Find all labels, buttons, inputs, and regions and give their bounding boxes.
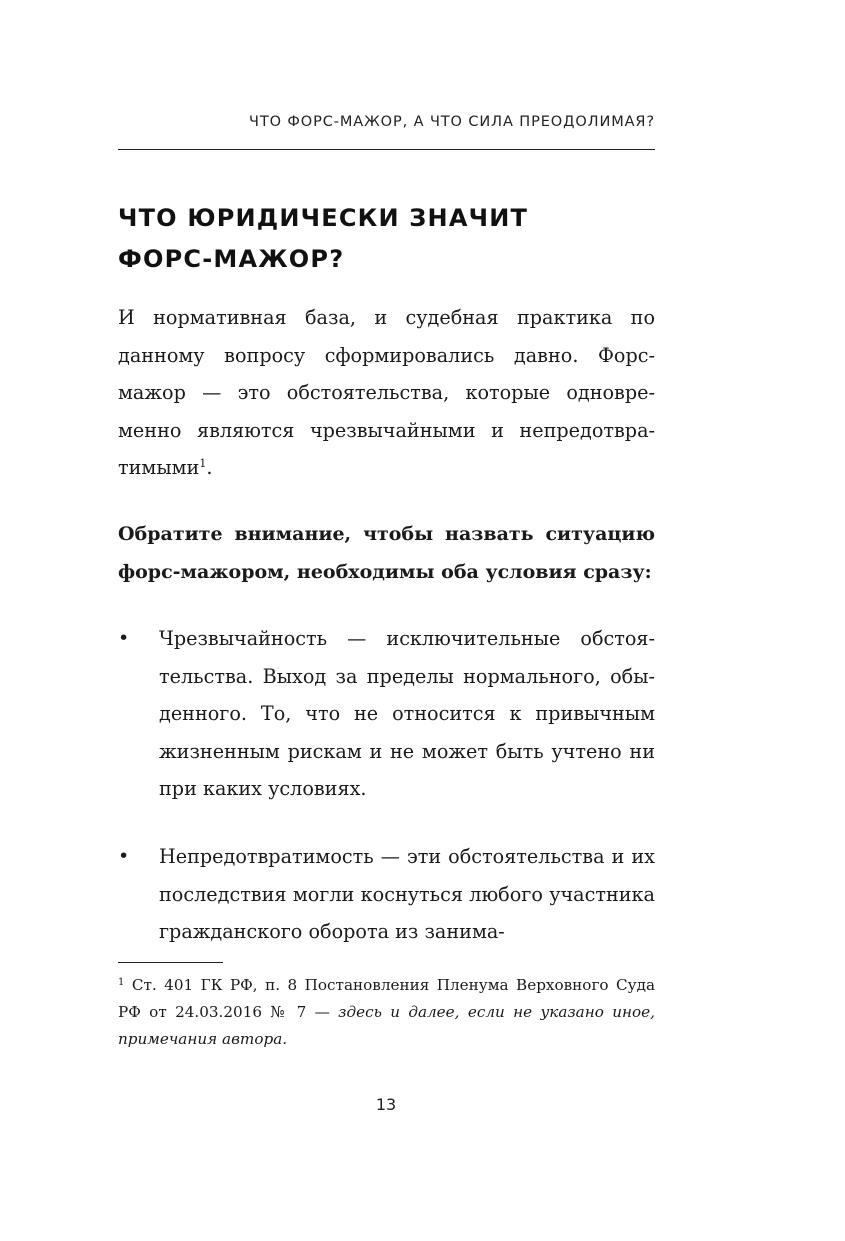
- page-number: 13: [375, 1095, 397, 1114]
- footnote-divider: [118, 962, 223, 963]
- emphasis-paragraph: Обратите внимание, чтобы назвать ситуацию форс-мажором, необходимы оба условия сразу:: [118, 523, 655, 583]
- footnote: [118, 972, 655, 1053]
- bullet-icon: •: [118, 627, 130, 649]
- chapter-title: [118, 198, 658, 280]
- chapter-title-line2: ФОРС-МАЖОР?: [118, 245, 345, 273]
- list-item-text: Непредотвратимость — эти обстоятельства и их последствия могли коснуться любого участника гражданского оборота из занима-: [159, 845, 655, 943]
- footnote-text: Ст. 401 ГК РФ, п. 8 Постановления Пленума Верховного Суда РФ от 24.03.2016 № 7 —: [118, 976, 655, 1021]
- chapter-title-line1: ЧТО ЮРИДИЧЕСКИ ЗНАЧИТ: [118, 204, 529, 232]
- intro-paragraph-text: И нормативная база, и судебная практика по данному вопросу сформировались давно. Форс-мажор — это обстоятельства, которые одновременно являются чрезвычайными и непредотвратимыми: [118, 306, 655, 479]
- footnote-number: 1: [118, 977, 125, 988]
- bullet-icon: •: [118, 845, 130, 867]
- running-header: ЧТО ФОРС-МАЖОР, А ЧТО СИЛА ПРЕОДОЛИМАЯ?: [248, 114, 655, 130]
- footnote-italic-note: здесь и далее, если не указано иное, примечания автора.: [118, 1003, 655, 1048]
- list-item-text: Чрезвычайность — исключительные обстоятельства. Выход за пределы нормального, обыденного. То, что не относится к привычным жизненным рискам и не может быть учтено ни при каких условиях.: [159, 627, 655, 800]
- header-divider: [118, 149, 655, 150]
- intro-paragraph: [118, 299, 655, 487]
- intro-paragraph-end: .: [206, 456, 213, 479]
- footnote-reference: 1: [199, 457, 207, 470]
